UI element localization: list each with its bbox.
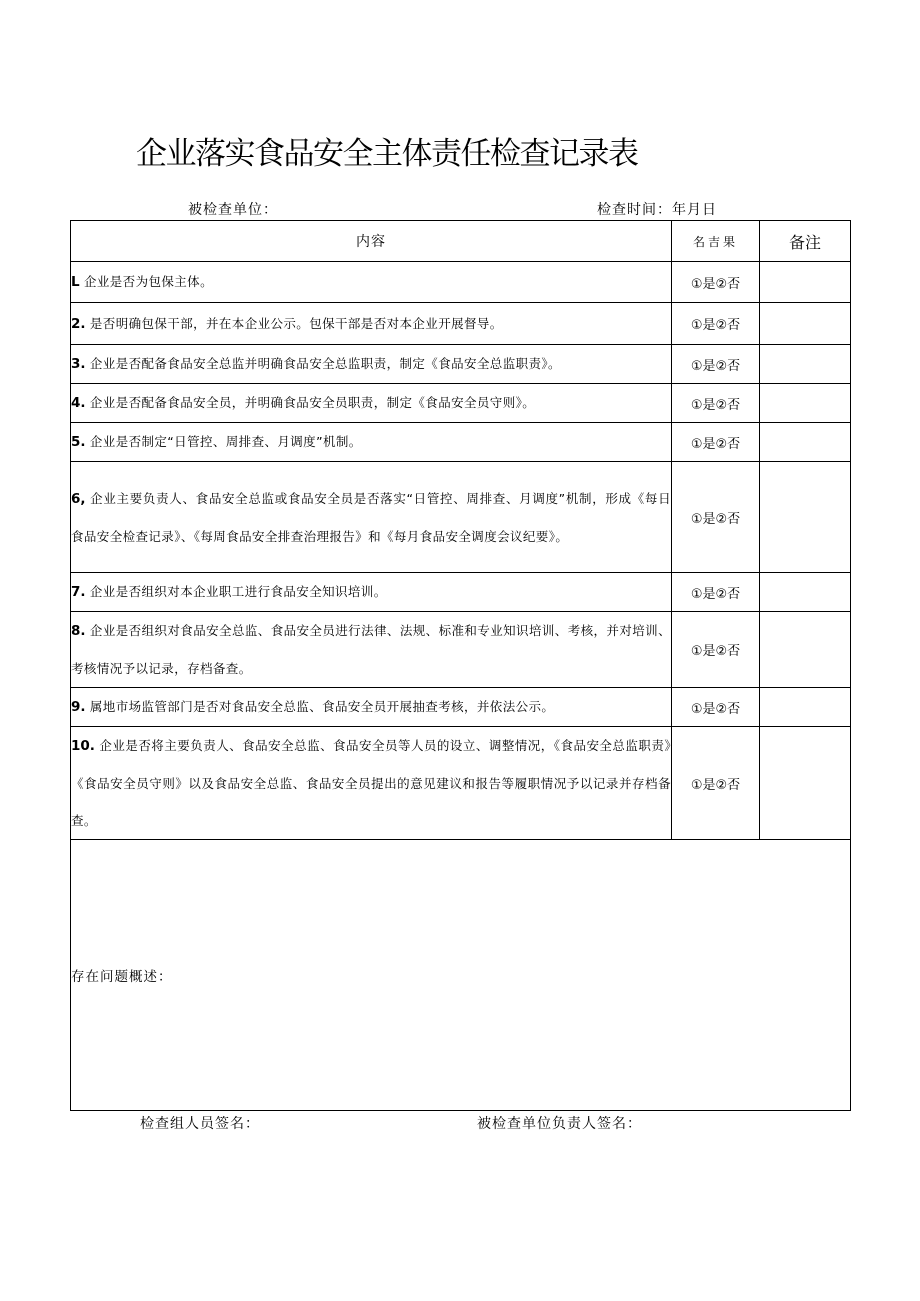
row-text: 企业是否组织对本企业职工进行食品安全知识培训。	[85, 584, 387, 599]
row-number: 10.	[71, 738, 95, 754]
row-remark	[760, 688, 851, 727]
row-content	[71, 612, 672, 688]
row-result: ①是②否	[672, 727, 760, 840]
row-number: 8.	[71, 623, 86, 639]
inspected-unit-label: 被检查单位：	[188, 202, 278, 218]
row-content	[71, 384, 672, 423]
row-number: 5.	[71, 434, 86, 450]
row-text: 属地市场监管部门是否对食品安全总监、食品安全员开展抽查考核，并依法公示。	[85, 699, 555, 714]
row-text: 企业是否配备食品安全总监并明确食品安全总监职责，制定《食品安全总监职责》。	[85, 356, 561, 371]
table-row	[71, 303, 851, 345]
row-number: 6,	[71, 490, 86, 507]
table-row	[71, 612, 851, 688]
row-remark	[760, 345, 851, 384]
row-number: 3.	[71, 356, 86, 372]
row-content	[71, 262, 672, 303]
row-text: 企业是否配备食品安全员，并明确食品安全员职责，制定《食品安全员守则》。	[85, 395, 536, 410]
unit-head-signature-label: 被检查单位负责人签名：	[477, 1116, 642, 1132]
table-header-row	[71, 221, 851, 262]
row-remark	[760, 727, 851, 840]
row-result: ①是②否	[672, 423, 760, 462]
header-result: 名吉果	[672, 221, 760, 262]
row-content	[71, 423, 672, 462]
row-content	[71, 688, 672, 727]
table-row	[71, 262, 851, 303]
row-result: ①是②否	[672, 303, 760, 345]
inspector-signature-label: 检查组人员签名：	[140, 1116, 260, 1132]
header-content: 内容	[71, 221, 672, 262]
row-content	[71, 303, 672, 345]
row-content	[71, 573, 672, 612]
row-number: 9.	[71, 699, 86, 715]
problem-summary-cell[interactable]	[71, 840, 851, 1111]
row-result: ①是②否	[672, 262, 760, 303]
row-content	[71, 727, 672, 840]
row-result: ①是②否	[672, 612, 760, 688]
row-content	[71, 462, 672, 573]
row-text: 企业主要负责人、食品安全总监或食品安全员是否落实“日管控、周排查、月调度”机制，形成《每日食品安全检查记录》、《每周食品安全排查治理报告》和《每月食品安全调度会议纪要》。	[71, 490, 671, 544]
row-text: 企业是否组织对食品安全总监、食品安全员进行法律、法规、标准和专业知识培训、考核，并对培训、考核情况予以记录，存档备查。	[71, 623, 671, 676]
row-remark	[760, 462, 851, 573]
row-remark	[760, 573, 851, 612]
row-remark	[760, 612, 851, 688]
row-result: ①是②否	[672, 462, 760, 573]
row-text: 企业是否为包保主体。	[79, 274, 213, 289]
row-result: ①是②否	[672, 573, 760, 612]
row-remark	[760, 423, 851, 462]
row-number: 4.	[71, 395, 86, 411]
row-remark	[760, 262, 851, 303]
table-row	[71, 384, 851, 423]
row-content	[71, 345, 672, 384]
row-number: 7.	[71, 584, 86, 600]
row-remark	[760, 303, 851, 345]
table-row	[71, 688, 851, 727]
row-text: 企业是否将主要负责人、食品安全总监、食品安全员等人员的设立、调整情况，《食品安全总监职责》《食品安全员守则》以及食品安全总监、食品安全员提出的意见建议和报告等履职情况予以记录并存档备查。	[71, 738, 671, 828]
inspection-table	[70, 220, 851, 1111]
row-result: ①是②否	[672, 688, 760, 727]
inspection-time-label: 检查时间：年月日	[597, 202, 717, 218]
page-title: 企业落实食品安全主体责任检查记录表	[136, 136, 638, 172]
table-row	[71, 345, 851, 384]
row-number: 2.	[71, 315, 86, 332]
problem-row	[71, 840, 851, 1111]
table-row	[71, 727, 851, 840]
row-remark	[760, 384, 851, 423]
row-text: 企业是否制定“日管控、周排查、月调度”机制。	[85, 434, 362, 449]
table-row	[71, 462, 851, 573]
row-result: ①是②否	[672, 345, 760, 384]
header-remark: 备注	[760, 221, 851, 262]
row-text: 是否明确包保干部，并在本企业公示。包保干部是否对本企业开展督导。	[85, 315, 503, 331]
problem-summary-label: 存在问题概述：	[71, 969, 173, 985]
row-result: ①是②否	[672, 384, 760, 423]
table-row	[71, 423, 851, 462]
row-number: L	[71, 274, 80, 290]
table-row	[71, 573, 851, 612]
